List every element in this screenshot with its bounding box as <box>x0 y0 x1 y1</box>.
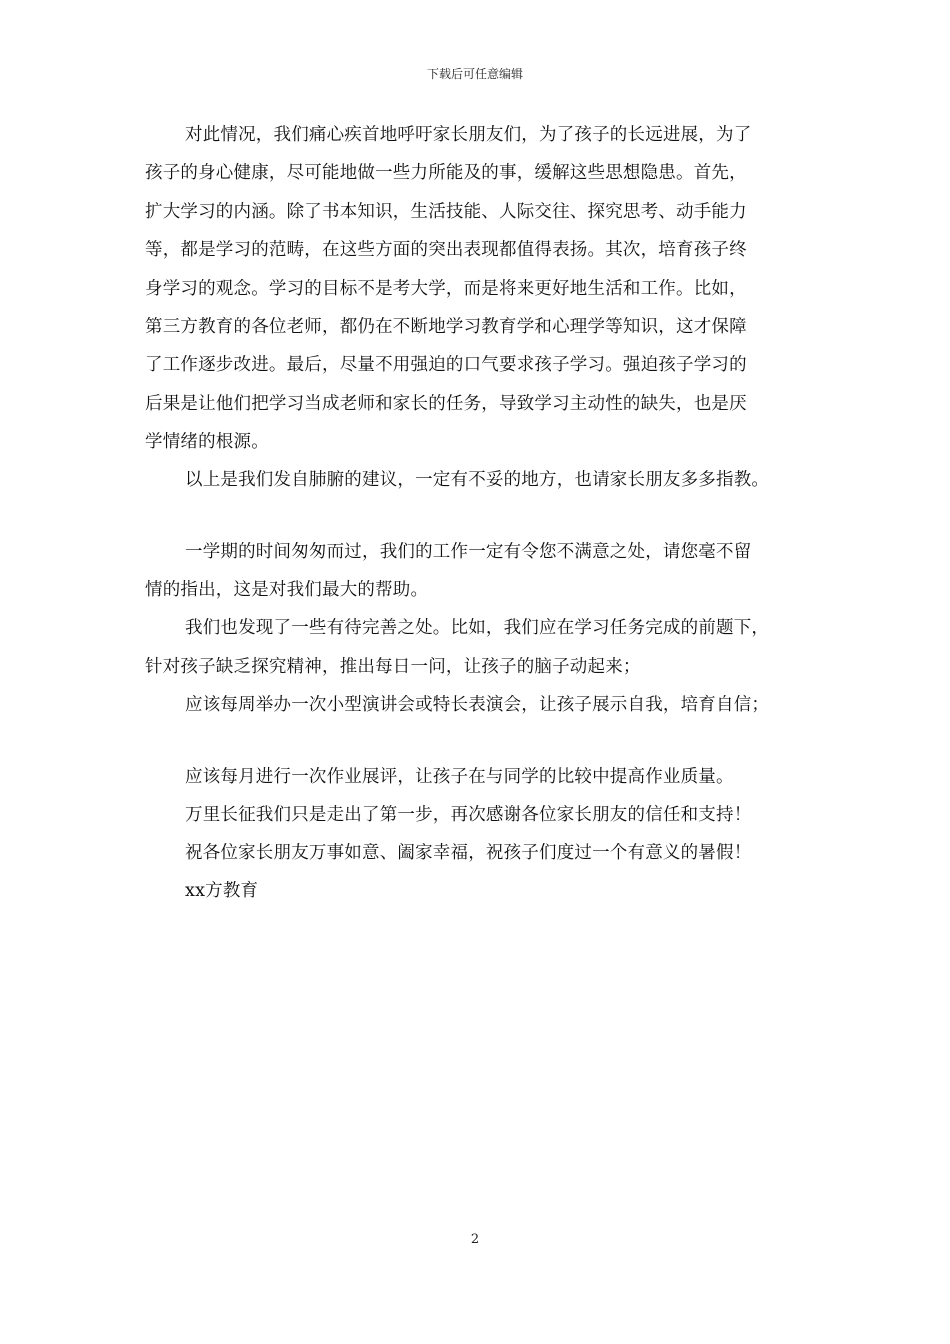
page-number: 2 <box>470 1232 480 1247</box>
paragraph-line: 对此情况，我们痛心疾首地呼吁家长朋友们，为了孩子的长远进展，为了 <box>185 125 752 145</box>
paragraph-line: 了工作逐步改进。最后，尽量不用强迫的口气要求孩子学习。强迫孩子学习的 <box>145 355 747 375</box>
page-header: 下载后可任意编辑 <box>426 67 523 81</box>
paragraph-line: 应该每月进行一次作业展评，让孩子在与同学的比较中提高作业质量。 <box>185 767 734 787</box>
paragraph-line: 祝各位家长朋友万事如意、阖家幸福，祝孩子们度过一个有意义的暑假！ <box>185 843 752 863</box>
paragraph-line: 一学期的时间匆匆而过，我们的工作一定有令您不满意之处，请您毫不留 <box>185 542 752 562</box>
paragraph-line: 后果是让他们把学习当成老师和家长的任务，导致学习主动性的缺失，也是厌 <box>145 394 747 414</box>
paragraph-line: 孩子的身心健康，尽可能地做一些力所能及的事，缓解这些思想隐患。首先， <box>145 163 747 183</box>
paragraph-line: 应该每周举办一次小型演讲会或特长表演会，让孩子展示自我，培育自信； <box>185 695 770 715</box>
paragraph-line: 等，都是学习的范畴，在这些方面的突出表现都值得表扬。其次，培育孩子终 <box>145 240 747 260</box>
paragraph-line: 扩大学习的内涵。除了书本知识，生活技能、人际交往、探究思考、动手能力 <box>145 202 747 222</box>
paragraph-line: 身学习的观念。学习的目标不是考大学，而是将来更好地生活和工作。比如， <box>145 279 747 299</box>
signature: xx方教育 <box>185 881 259 901</box>
paragraph-line: 针对孩子缺乏探究精神，推出每日一问，让孩子的脑子动起来； <box>145 657 641 677</box>
paragraph-line: 第三方教育的各位老师，都仍在不断地学习教育学和心理学等知识，这才保障 <box>145 317 747 337</box>
paragraph-line: 情的指出，这是对我们最大的帮助。 <box>145 580 429 600</box>
paragraph-line: 我们也发现了一些有待完善之处。比如，我们应在学习任务完成的前题下， <box>185 618 770 638</box>
paragraph-line: 学情绪的根源。 <box>145 432 269 452</box>
paragraph-line: 万里长征我们只是走出了第一步，再次感谢各位家长朋友的信任和支持！ <box>185 805 752 825</box>
paragraph-line: 以上是我们发自肺腑的建议，一定有不妥的地方，也请家长朋友多多指教。 <box>185 470 770 490</box>
